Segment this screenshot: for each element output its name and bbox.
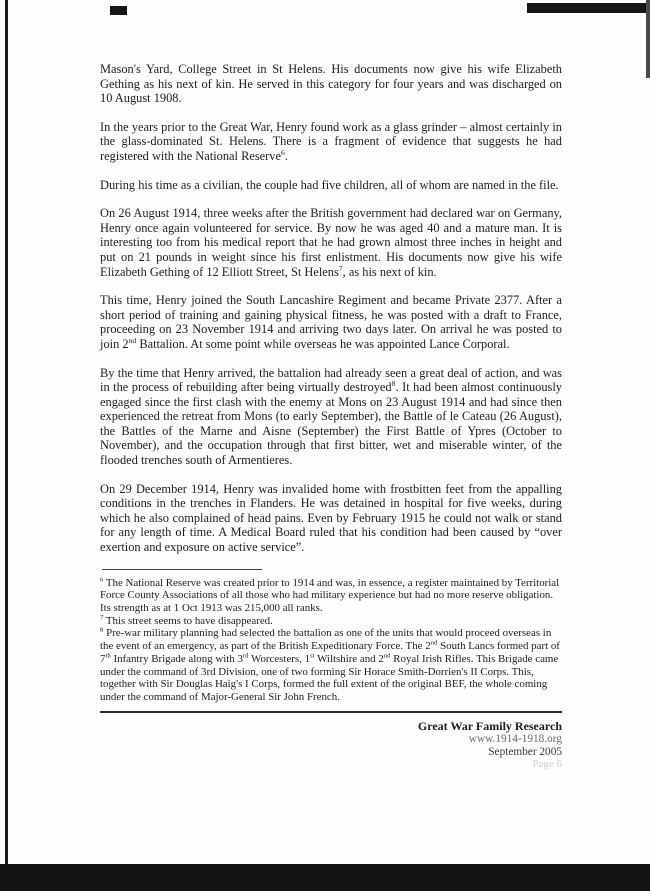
footer-separator: [100, 711, 562, 713]
footer-organization: Great War Family Research: [417, 718, 562, 733]
footnote-6: $^6$ The National Reserve was created prior to 1914 and was, in essence, a register maintained by Territorial Force County Associations of all those who had military experience but had no more reserve obligation. Its strength as at 1 Oct 1913 was 215,000 all ranks.: [100, 576, 560, 615]
scan-artifact-right-edge: [646, 0, 650, 78]
footer-date: September 2005: [488, 745, 562, 758]
page-body: [100, 62, 562, 771]
body-paragraph: On 26 August 1914, three weeks after the British government had declared war on Germany, Henry once again volunteered for service. By now he was aged 40 and a mature man. It is interesting too from his medical report that he had grown almost three inches in height and put on 21 pounds in weight since his first enlistment. His documents now give his wife Elizabeth Gething of 12 Elliott Street, St Helens$^7$, as his next of kin.: [100, 206, 562, 279]
footnote-8: $^8$ Pre-war military planning had selected the battalion as one of the units that would proceed overseas in the event of an emergency, as part of the British Expeditionary Force. The 2nd South Lancs formed part of 7th Infantry Brigade along with 3rd Worcesters, 1st Wiltshire and 2nd Royal Irish Rifles. This Brigade came under the command of 3rd Division, one of two forming Sir Horace Smith-Dorrien's II Corps. This, together with Sir Douglas Haig's I Corps, formed the full extent of the original BEF, the whole coming under the command of Major-General Sir John French.: [100, 626, 560, 703]
footnote-7: $^7$ This street seems to have disappeared.: [100, 614, 273, 627]
scan-artifact-top-right: [527, 3, 650, 13]
scan-artifact-top-left: [110, 6, 127, 15]
body-paragraph: On 29 December 1914, Henry was invalided home with frostbitten feet from the appalling conditions in the trenches in Flanders. He was detained in hospital for five weeks, during which he also complained of head pains. Even by February 1915 he could not walk or stand for any length of time. A Medical Board ruled that his condition had been caused by “over exertion and exposure on active service”.: [100, 481, 562, 555]
footer-page-number: Page 6: [532, 758, 562, 771]
footer-website: www.1914-1918.org: [468, 733, 562, 746]
body-paragraph: In the years prior to the Great War, Henry found work as a glass grinder – almost certainly in the glass-dominated St. Helens. There is a fragment of evidence that suggests he had registered with the National Reserve$^6$.: [100, 119, 562, 163]
footnote-separator: [102, 569, 262, 570]
scan-artifact-bottom-bar: [0, 864, 650, 891]
page-footer: [100, 720, 562, 771]
body-paragraph: By the time that Henry arrived, the battalion had already seen a great deal of action, and was in the process of rebuilding after being virtually destroyed$^8$. It had been almost continuously engaged since the first clash with the enemy at Mons on 23 August 1914 and had since then experienced the retreat from Mons (to early September), the Battle of le Cateau (26 August), the Battles of the Marne and Aisne (September) the First Battle of Ypres (October to November), and the occupation through that first bitter, wet and miserable winter, of the flooded trenches south of Armentieres.: [100, 365, 563, 468]
body-paragraph: During his time as a civilian, the couple had five children, all of whom are named in the file.: [100, 177, 559, 192]
footnotes-section: [100, 577, 562, 704]
body-paragraph: This time, Henry joined the South Lancashire Regiment and became Private 2377. After a short period of training and gaining physical fitness, he was posted with a draft to France, proceeding on 23 November 1914 and arriving two days later. On arrival he was posted to join 2nd Battalion. At some point while overseas he was appointed Lance Corporal.: [100, 293, 562, 351]
body-paragraph: Mason's Yard, College Street in St Helens. His documents now give his wife Elizabeth Gething as his next of kin. He served in this category for four years and was discharged on 10 August 1908.: [100, 62, 562, 106]
scan-artifact-left-edge: [5, 0, 8, 864]
